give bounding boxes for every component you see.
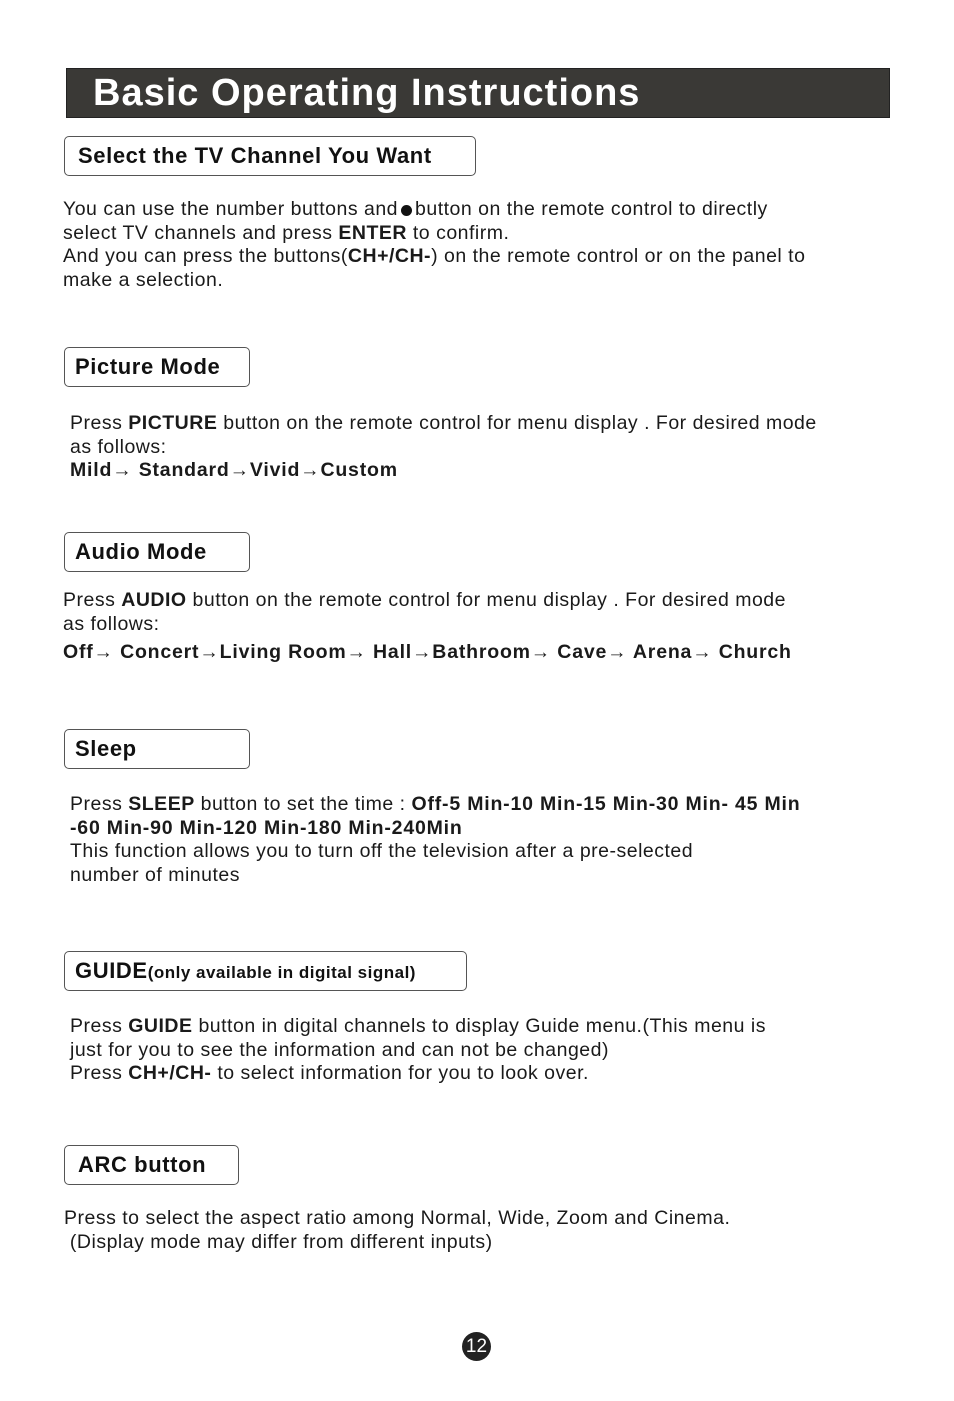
channel-line-3-b: ) on the remote control or on the panel to <box>431 245 806 268</box>
section-heading-audio-label: Audio Mode <box>75 539 207 564</box>
sleep-key-label: SLEEP <box>128 793 195 815</box>
picture-line-1-a: Press <box>70 412 129 434</box>
arc-line-1: Press to select the aspect ratio among Normal, Wide, Zoom and Cinema. <box>64 1207 731 1229</box>
sleep-line-1-b: button to set the time : <box>194 793 412 815</box>
sleep-line-1-a: Press <box>70 793 129 815</box>
section-heading-sleep <box>64 729 250 769</box>
channel-line-2-a: select TV channels and press <box>63 221 339 244</box>
picture-line-1-b: button on the remote control for menu display . For desired mode <box>217 412 817 434</box>
page-title-banner <box>66 68 890 118</box>
guide-key-label: GUIDE <box>128 1015 193 1037</box>
audio-line-1-a: Press <box>63 589 122 611</box>
section-heading-channel-label: Select the TV Channel You Want <box>78 143 432 168</box>
guide-paragraph <box>70 1015 766 1086</box>
sleep-line-1 <box>70 793 800 817</box>
channel-line-1-a: You can use the number buttons and <box>63 198 399 220</box>
picture-mode-sequence: Mild→ Standard→Vivid→Custom <box>70 459 398 482</box>
guide-line-3 <box>70 1062 766 1086</box>
section-heading-sleep-label: Sleep <box>75 736 137 761</box>
channel-line-4: make a selection. <box>63 268 224 291</box>
picture-paragraph <box>70 412 817 483</box>
guide-ch-key-label: CH+/CH- <box>128 1062 212 1085</box>
arc-paragraph <box>64 1207 730 1254</box>
guide-line-1 <box>70 1015 766 1039</box>
section-heading-picture-label: Picture Mode <box>75 354 221 379</box>
section-heading-arc-label: ARC button <box>78 1152 207 1177</box>
page-title: Basic Operating Instructions <box>93 72 641 114</box>
enter-key-label: ENTER <box>338 221 407 244</box>
audio-line-2: as follows: <box>63 612 160 635</box>
section-heading-guide <box>64 951 467 991</box>
channel-line-2-b: to confirm. <box>406 221 510 244</box>
channel-line-1-b: button on the remote control to directly <box>415 198 768 220</box>
guide-line-1-b: button in digital channels to display Guide menu.(This menu is <box>192 1015 766 1037</box>
channel-line-3 <box>63 245 805 269</box>
guide-line-3-a: Press <box>70 1062 129 1085</box>
picture-line-1 <box>70 412 817 436</box>
audio-line-1 <box>63 589 792 613</box>
section-heading-guide-note: (only available in digital signal) <box>147 963 416 982</box>
section-heading-guide-label: GUIDE <box>75 958 148 983</box>
page-number: 12 <box>462 1332 491 1361</box>
audio-line-1-b: button on the remote control for menu display . For desired mode <box>186 589 786 611</box>
section-heading-audio <box>64 532 250 572</box>
channel-line-2 <box>63 222 805 246</box>
picture-line-2: as follows: <box>70 435 167 458</box>
guide-line-2: just for you to see the information and can not be changed) <box>70 1038 609 1061</box>
section-heading-channel <box>64 136 476 176</box>
sleep-paragraph <box>70 793 800 887</box>
arc-line-2: (Display mode may differ from different inputs) <box>64 1230 493 1253</box>
bullet-dot-icon <box>401 205 412 216</box>
audio-key-label: AUDIO <box>121 589 187 611</box>
sleep-times-1: Off-5 Min-10 Min-15 Min-30 Min- 45 Min <box>411 793 801 815</box>
audio-mode-sequence: Off→ Concert→Living Room→ Hall→Bathroom→ Cave→ Arena→ Church <box>63 641 792 664</box>
picture-key-label: PICTURE <box>128 412 218 434</box>
guide-line-3-b: to select information for you to look over. <box>211 1062 589 1085</box>
audio-paragraph <box>63 589 792 665</box>
section-heading-arc <box>64 1145 239 1185</box>
section-heading-picture <box>64 347 250 387</box>
sleep-times-2: -60 Min-90 Min-120 Min-180 Min-240Min <box>70 816 463 839</box>
channel-line-1 <box>63 198 805 222</box>
channel-line-3-a: And you can press the buttons( <box>63 245 348 268</box>
channel-paragraph <box>63 198 805 292</box>
sleep-line-3: This function allows you to turn off the television after a pre-selected <box>70 840 694 863</box>
guide-line-1-a: Press <box>70 1015 129 1037</box>
sleep-line-4: number of minutes <box>70 863 240 886</box>
ch-key-label: CH+/CH- <box>347 245 432 268</box>
